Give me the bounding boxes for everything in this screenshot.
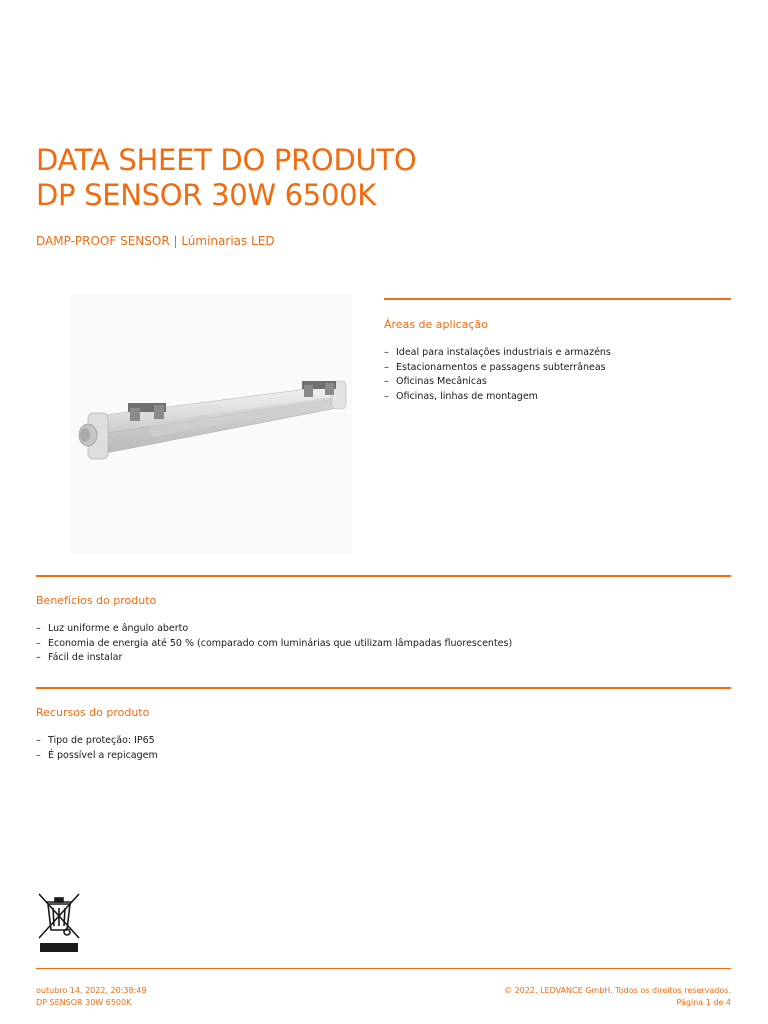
divider-features [36,687,731,689]
features-list [36,734,158,763]
list-item: – Luz uniforme e ângulo aberto [36,622,512,637]
list-item: – Economia de energia até 50 % (comparado com luminárias que utilizam lâmpadas fluorescentes) [36,637,512,652]
footer-product-name: DP SENSOR 30W 6500K [36,998,132,1007]
luminaire-illustration [70,295,352,553]
crossed-out-wheelie-bin-icon [36,890,82,956]
benefits-heading: Benefícios do produto [36,594,157,607]
list-item: – Oficinas, linhas de montagem [384,390,611,405]
features-heading: Recursos do produto [36,706,150,719]
product-family-subtitle: DAMP-PROOF SENSOR | Lúminarias LED [36,234,275,248]
divider-applications [384,298,731,300]
footer-divider [36,968,731,969]
list-item: – Oficinas Mecânicas [384,375,611,390]
list-item: – Estacionamentos e passagens subterrâneas [384,361,611,376]
applications-heading: Áreas de aplicação [384,318,488,331]
list-item: – Tipo de proteção: IP65 [36,734,158,749]
footer-copyright: © 2022, LEDVANCE GmbH. Todos os direitos reservados. [504,986,731,995]
list-item: – É possível a repicagem [36,749,158,764]
footer-page-number: Página 1 de 4 [676,998,731,1007]
applications-list [384,346,611,404]
divider-benefits [36,575,731,577]
product-image [70,295,352,553]
list-item: – Fácil de instalar [36,651,512,666]
title-line-datasheet: DATA SHEET DO PRODUTO [36,143,417,177]
benefits-list [36,622,512,666]
footer-timestamp: outubro 14, 2022, 20:38:49 [36,986,147,995]
title-line-product: DP SENSOR 30W 6500K [36,178,376,212]
page-title [36,143,416,213]
list-item: – Ideal para instalações industriais e armazéns [384,346,611,361]
